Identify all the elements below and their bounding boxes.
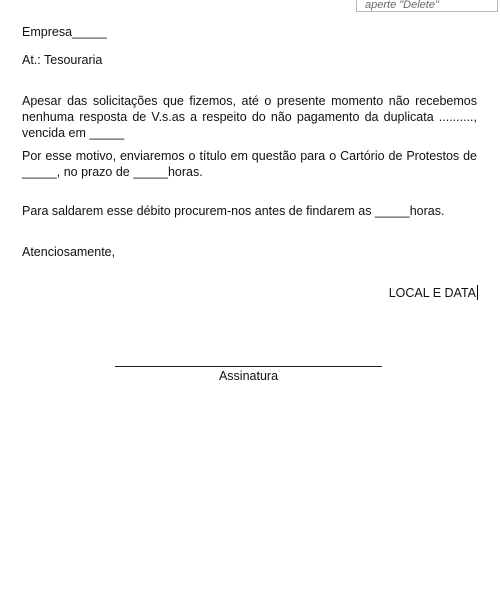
attention-line[interactable]: At.: Tesouraria [22, 53, 103, 67]
closing-line[interactable]: Atenciosamente, [22, 245, 116, 259]
body-paragraph-3[interactable]: Para saldarem esse débito procurem-nos antes de findarem as _____horas. [22, 204, 445, 218]
place-date-line[interactable] [389, 285, 478, 301]
place-date-text: LOCAL E DATA [388, 286, 476, 300]
body-paragraph-2[interactable]: Por esse motivo, enviaremos o título em questão para o Cartório de Protestos de _____, no prazo de _____horas. [22, 149, 477, 179]
delete-hint-box: aperte "Delete" [356, 0, 498, 12]
signature-label: Assinatura [218, 369, 279, 383]
body-paragraph-1[interactable]: Apesar das solicitações que fizemos, até o presente momento não recebemos nenhuma resposta de V.s.as a respeito do não pagamento da duplicata .........., vencida em _____ [22, 94, 477, 140]
text-cursor [477, 285, 478, 300]
company-line[interactable]: Empresa_____ [22, 25, 107, 39]
signature-line [115, 366, 382, 367]
